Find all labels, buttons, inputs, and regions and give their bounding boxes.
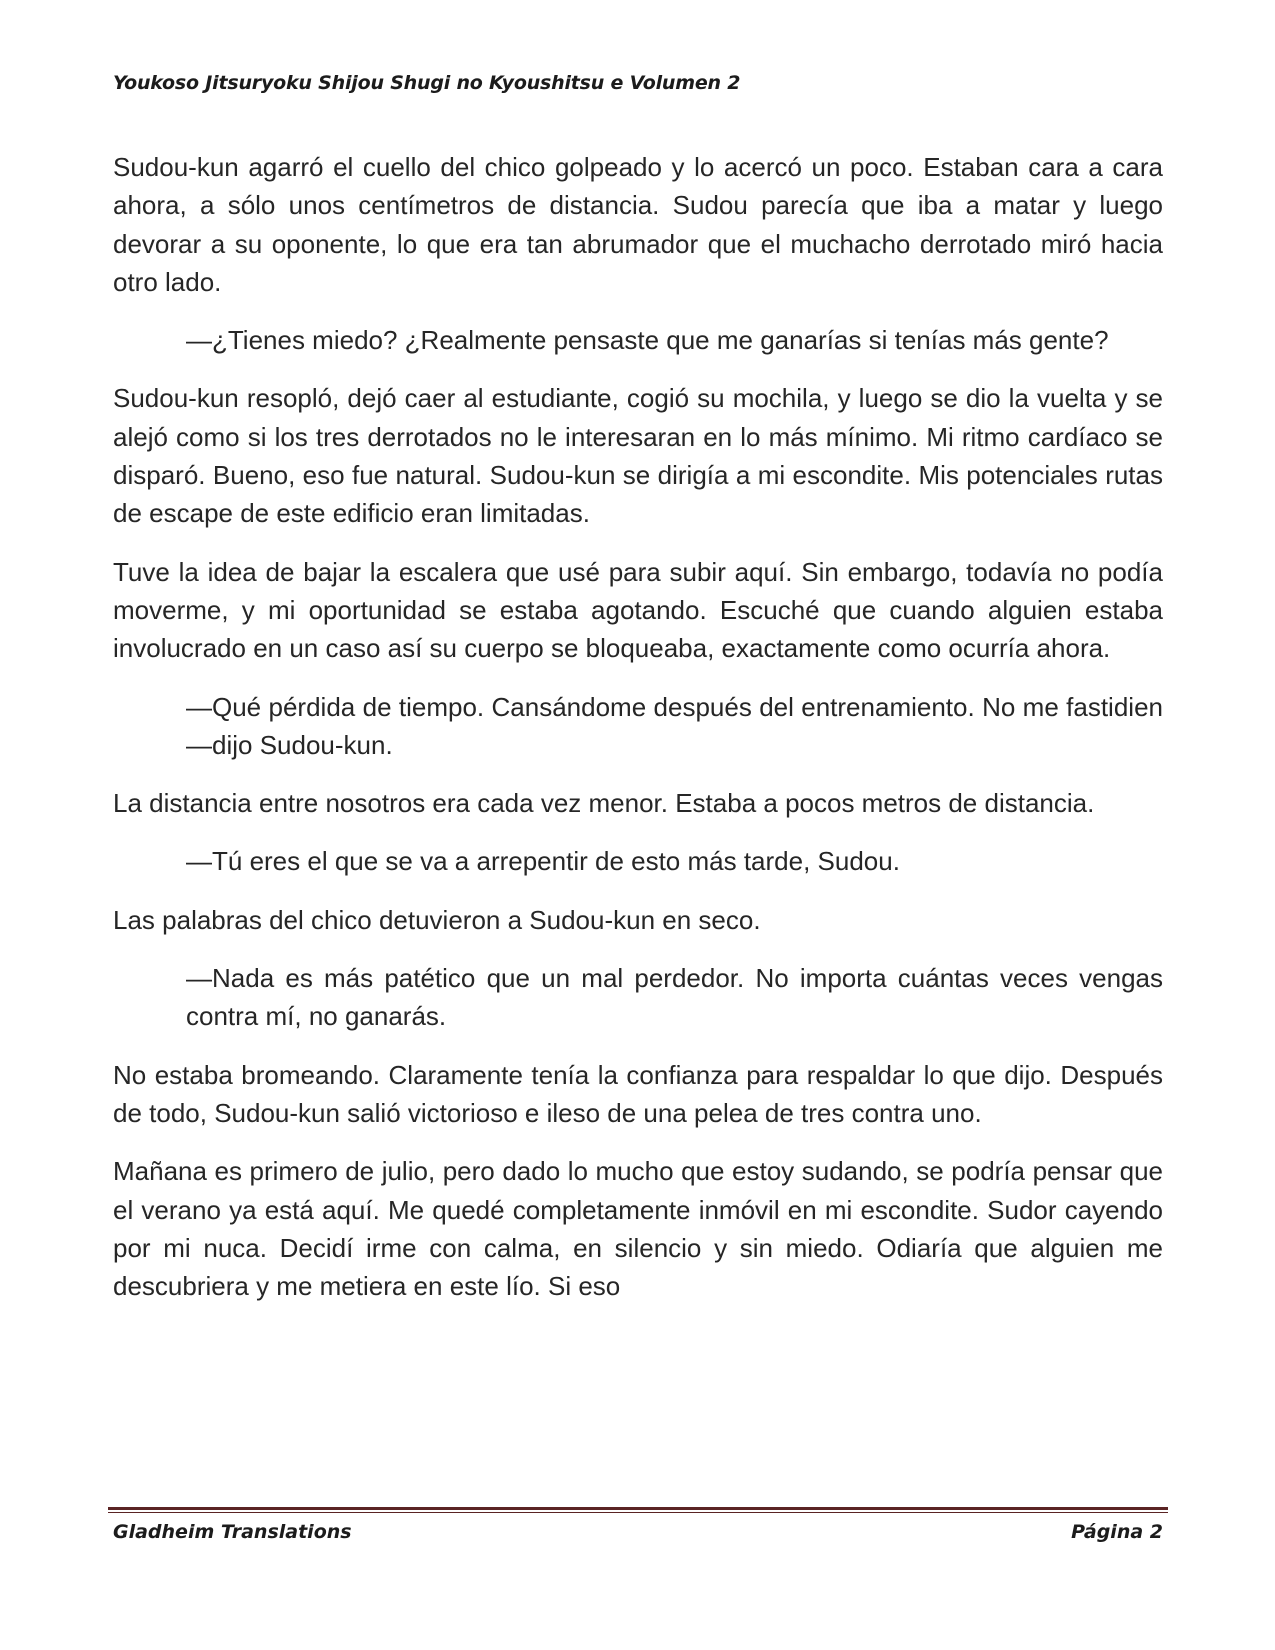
- page-header-title: Youkoso Jitsuryoku Shijou Shugi no Kyoushitsu e Volumen 2: [113, 72, 741, 94]
- paragraph: No estaba bromeando. Claramente tenía la confianza para respaldar lo que dijo. Después de todo, Sudou-kun salió victorioso e ileso de una pelea de tres contra uno.: [113, 1059, 1163, 1128]
- paragraph: Sudou-kun resopló, dejó caer al estudiante, cogió su mochila, y luego se dio la vuelta y se alejó como si los tres derrotados no le interesaran en lo más mínimo. Mi ritmo cardíaco se disparó. Bueno, eso fue natural. Sudou-kun se dirigía a mi escondite. Mis potenciales rutas de escape de este edificio eran limitadas.: [113, 383, 1163, 529]
- paragraph: Tuve la idea de bajar la escalera que usé para subir aquí. Sin embargo, todavía no podía moverme, y mi oportunidad se estaba agotando. Escuché que cuando alguien estaba involucrado en un caso así su cuerpo se bloqueaba, exactamente como ocurría ahora.: [113, 556, 1163, 664]
- dialogue-paragraph: —Qué pérdida de tiempo. Cansándome después del entrenamiento. No me fastidien —dijo Sudou-kun.: [186, 691, 1163, 760]
- dialogue-paragraph: —Nada es más patético que un mal perdedor. No importa cuántas veces vengas contra mí, no ganarás.: [186, 963, 1163, 1032]
- document-body: [113, 148, 1163, 1325]
- footer-page-number: Página 2: [1071, 1521, 1163, 1543]
- footer-translator-credit: Gladheim Translations: [113, 1521, 352, 1543]
- paragraph: Las palabras del chico detuvieron a Sudou-kun en seco.: [113, 904, 761, 935]
- paragraph: La distancia entre nosotros era cada vez menor. Estaba a pocos metros de distancia.: [113, 788, 1095, 819]
- paragraph: Mañana es primero de julio, pero dado lo mucho que estoy sudando, se podría pensar que el verano ya está aquí. Me quedé completamente inmóvil en mi escondite. Sudor cayendo por mi nuca. Decidí irme con calma, en silencio y sin miedo. Odiaría que alguien me descubriera y me metiera en este lío. Si eso: [113, 1156, 1163, 1302]
- dialogue-paragraph: —Tú eres el que se va a arrepentir de esto más tarde, Sudou.: [186, 846, 900, 877]
- dialogue-paragraph: —¿Tienes miedo? ¿Realmente pensaste que me ganarías si tenías más gente?: [186, 325, 1109, 356]
- paragraph: Sudou-kun agarró el cuello del chico golpeado y lo acercó un poco. Estaban cara a cara ahora, a sólo unos centímetros de distancia. Sudou parecía que iba a matar y luego devorar a su oponente, lo que era tan abrumador que el muchacho derrotado miró hacia otro lado.: [113, 152, 1163, 297]
- footer-divider: [108, 1507, 1168, 1513]
